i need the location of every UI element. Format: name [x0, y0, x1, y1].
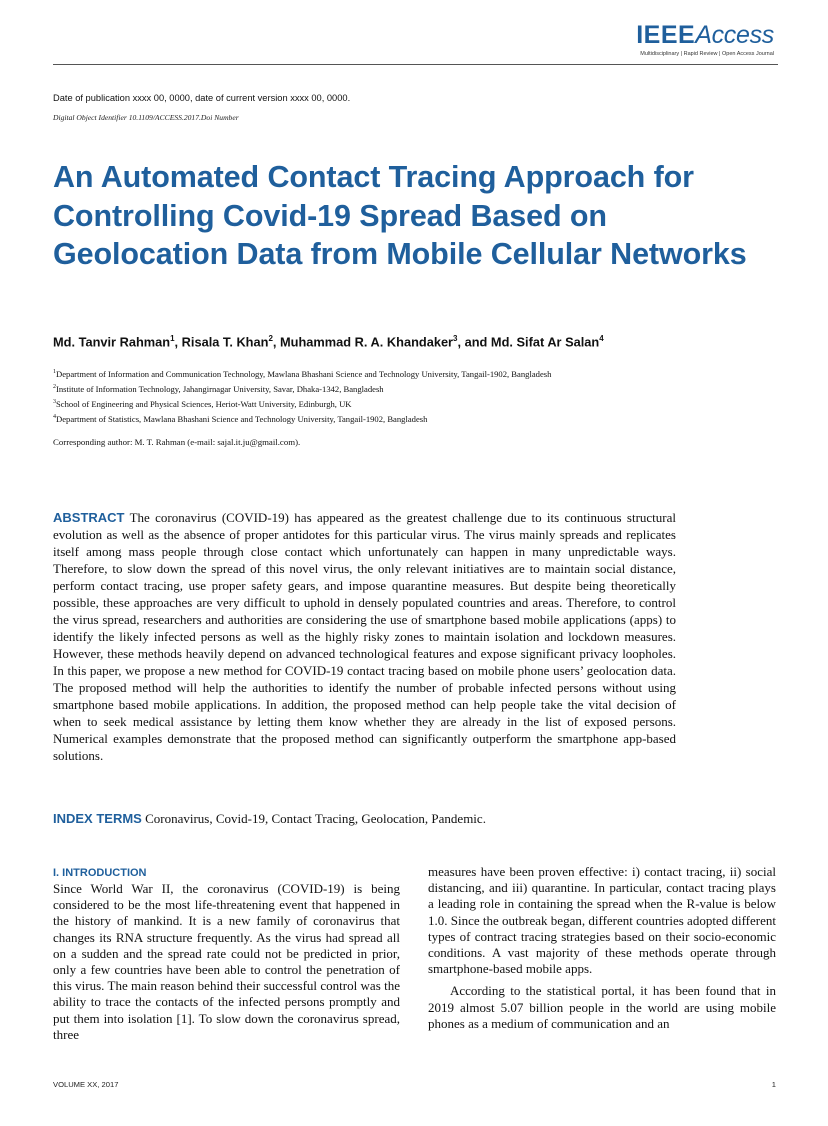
footer-page-number: 1 [771, 1080, 776, 1089]
author-list [53, 330, 693, 351]
affiliation-text: Institute of Information Technology, Jahangirnagar University, Savar, Dhaka-1342, Bangladesh [56, 383, 384, 394]
intro-paragraph-1: Since World War II, the coronavirus (COVID-19) is being considered to be the most life-threatening event that happened in the history of mankind. It is a new family of coronavirus that changes its RNA structure frequently. As the virus had spread all on a sudden and the spread rate could not be predicted in prior, only a few countries have been able to control the penetration of this virus. The main reason behind their successful control was the ability to trace the contacts of the infected persons promptly and put them into isolation [1]. To slow down the coronavirus spread, three [53, 881, 400, 1042]
section-heading-introduction: I. INTRODUCTION [53, 867, 147, 879]
doi-line: Digital Object Identifier 10.1109/ACCESS.2017.Doi Number [53, 113, 239, 122]
affiliation-list [53, 366, 753, 425]
index-terms-text: Coronavirus, Covid-19, Contact Tracing, Geolocation, Pandemic. [145, 811, 486, 826]
abstract [53, 509, 676, 764]
index-terms [53, 810, 733, 827]
author-separator: , [272, 334, 281, 350]
publication-date: Date of publication xxxx 00, 0000, date of current version xxxx 00, 0000. [53, 93, 351, 103]
affiliation-mark: 2 [53, 383, 56, 390]
author-name: Md. Tanvir Rahman [53, 334, 171, 350]
author-affiliation-mark: 3 [453, 334, 458, 343]
index-terms-label: INDEX TERMS [53, 811, 142, 826]
intro-paragraph-2: According to the statistical portal, it has been found that in 2019 almost 5.07 billion people in the world are using mobile phones as a medium of communication and an [428, 983, 776, 1031]
body-column-left [53, 864, 400, 1043]
author-affiliation-mark: 1 [170, 334, 175, 343]
affiliation-item [53, 381, 753, 396]
logo-ieee-text: IEEE [636, 21, 696, 49]
logo-access-text: Access [695, 21, 774, 49]
author-affiliation-mark: 2 [268, 334, 273, 343]
author-separator: , [174, 334, 182, 350]
paper-title: An Automated Contact Tracing Approach for Controlling Covid-19 Spread Based on Geolocation Data from Mobile Cellular Networks [53, 160, 747, 271]
author-affiliation-mark: 4 [599, 334, 604, 343]
affiliation-item [53, 411, 753, 426]
affiliation-item [53, 366, 753, 381]
intro-paragraph-1-continued: measures have been proven effective: i) contact tracing, ii) social distancing, and iii) quarantine. In particular, contact tracing plays a leading role in containing the spread when the R-value is below 1.0. Since the outbreak began, different countries adopted different types of contract tracing strategies based on their socio-economic conditions. A vast majority of these methods operate through smartphone-based mobile apps. [428, 864, 776, 977]
affiliation-mark: 3 [53, 398, 56, 405]
author-name: Risala T. Khan [181, 334, 269, 350]
logo-tagline: Multidisciplinary | Rapid Review | Open Access Journal [640, 51, 774, 57]
affiliation-text: Department of Information and Communication Technology, Mawlana Bhashani Science and Technology University, Tangail-1902, Bangladesh [56, 368, 552, 379]
affiliation-item [53, 396, 753, 411]
affiliation-mark: 4 [53, 413, 56, 420]
logo-wordmark [636, 22, 774, 48]
header-divider [53, 64, 778, 65]
author-name: Muhammad R. A. Khandaker [280, 334, 454, 350]
author-name: Md. Sifat Ar Salan [490, 334, 600, 350]
abstract-label: ABSTRACT [53, 510, 125, 525]
affiliation-text: Department of Statistics, Mawlana Bhashani Science and Technology University, Tangail-1902, Bangladesh [56, 413, 428, 424]
footer-volume: VOLUME XX, 2017 [53, 1080, 119, 1089]
author-separator: , and [457, 334, 491, 350]
corresponding-author: Corresponding author: M. T. Rahman (e-mail: sajal.it.ju@gmail.com). [53, 437, 301, 447]
ieee-access-logo [636, 22, 774, 57]
affiliation-mark: 1 [53, 369, 56, 375]
abstract-text: The coronavirus (COVID-19) has appeared as the greatest challenge due to its continuous structural evolution as well as the absence of proper antidotes for this particular virus. The virus mainly spreads and replicates itself among mass people through close contact which unfortunately can happen in many unpredictable ways. Therefore, to slow down the spread of this novel virus, the only relevant initiatives are to maintain social distance, perform contact tracing, use proper safety gears, and impose quarantine measures. But despite being theoretically possible, these approaches are very difficult to uphold in densely populated countries and areas. Therefore, to control the virus spread, researchers and authorities are considering the use of smartphone based mobile applications (apps) to identify the likely infected persons as well as the highly risky zones to maintain isolation and lockdown measures. However, these methods heavily depend on advanced technological features and expose significant privacy loopholes. In this paper, we propose a new method for COVID-19 contact tracing based on mobile phone users’ geolocation data. The proposed method will help the authorities to identify the number of probable infected persons without using smartphone based mobile applications. In addition, the proposed method can help people take the vital decision of when to seek medical assistance by letting them know whether they are already in the list of exposed persons. Numerical examples demonstrate that the proposed method can significantly outperform the smartphone app-based solutions. [53, 510, 677, 763]
body-column-right [428, 864, 776, 1032]
affiliation-text: School of Engineering and Physical Sciences, Heriot-Watt University, Edinburgh, UK [56, 398, 352, 409]
